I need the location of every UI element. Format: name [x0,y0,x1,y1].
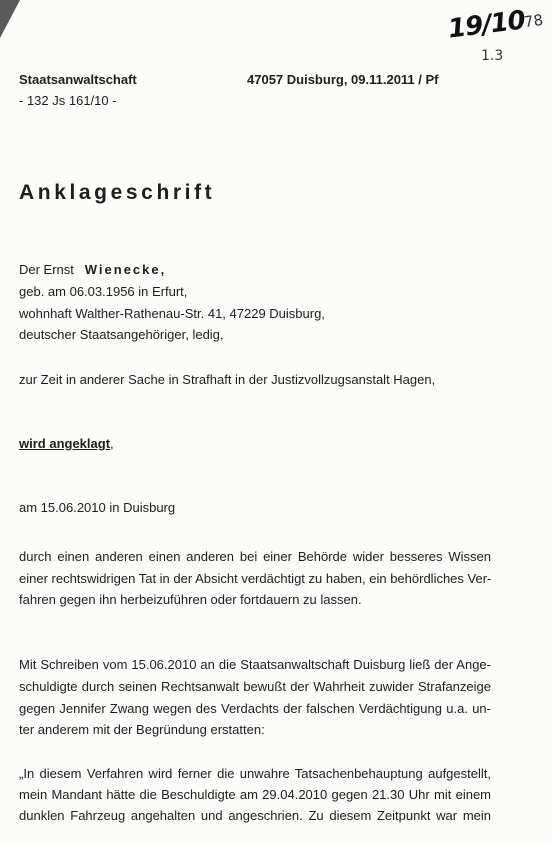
offence-line-2: einer rechtswidrigen Tat in der Absicht verdächtigt zu haben, ein behördliches Ver- [19,571,492,586]
charge-comma: , [110,436,114,451]
accused-address: wohnhaft Walther-Rathenau-Str. 41, 47229 Duisburg, [19,306,325,321]
place-date: 47057 Duisburg, 09.11.2011 / Pf [247,72,439,87]
charge-line [19,436,114,452]
quote-line-1: „In diesem Verfahren wird ferner die unwahre Tatsachenbehauptung aufgestellt, [19,766,491,781]
quote-line-2: mein Mandant hätte die Beschuldigte am 29.04.2010 gegen 21.30 Uhr mit einem [19,787,491,802]
offence-line-3: fahren gegen ihn herbeizuführen oder fortdauern zu lassen. [19,592,362,607]
scan-corner-shadow [0,0,20,38]
handwritten-file-number: 19/10 [446,5,527,45]
offence-line-1: durch einen anderen einen anderen bei einer Behörde wider besseres Wissen [19,549,491,564]
accused-prefix: Der Ernst [19,262,74,277]
facts-line-3: gegen Jennifer Zwang wegen des Verdachts der falschen Verdächtigung u.a. un- [19,701,491,716]
accused-citizenship: deutscher Staatsangehöriger, ledig, [19,327,224,342]
accused-birth: geb. am 06.03.1956 in Erfurt, [19,284,188,299]
charge-heading: wird angeklagt [19,436,111,451]
accused-line-1 [19,262,164,278]
authority-name: Staatsanwaltschaft [19,72,137,87]
quote-line-3: dunklen Fahrzeug angehalten und angeschrien. Zu diesem Zeitpunkt war mein [19,808,491,823]
handwritten-sub-number: 1.3 [481,48,504,64]
facts-line-4: ter anderem mit der Begründung erstatten: [19,722,265,737]
custody-status: zur Zeit in anderer Sache in Strafhaft in der Justizvollzugsanstalt Hagen, [19,372,436,387]
handwritten-file-suffix: 78 [522,10,545,32]
offence-date-place: am 15.06.2010 in Duisburg [19,500,176,515]
file-number: - 132 Js 161/10 - [19,93,117,108]
facts-line-1: Mit Schreiben vom 15.06.2010 an die Staatsanwaltschaft Duisburg ließ der Ange- [19,657,491,672]
facts-line-2: schuldigte durch seinen Rechtsanwalt bewußt der Wahrheit zuwider Strafanzeige [19,679,491,694]
accused-name-comma: , [160,262,165,277]
accused-name: Wienecke [84,262,161,277]
document-title: Anklageschrift [19,181,216,204]
